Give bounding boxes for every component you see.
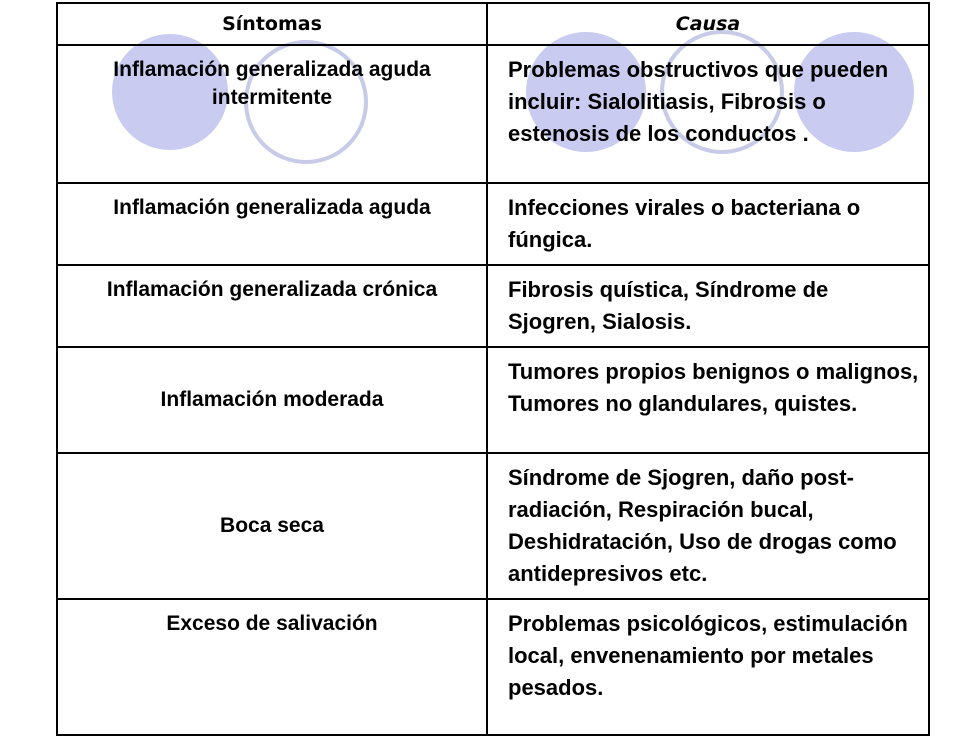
table-row — [57, 599, 929, 735]
table-row — [57, 265, 929, 347]
header-cause: Causa — [487, 3, 929, 45]
cause-cell: Síndrome de Sjogren, daño post-radiación, Respiración bucal, Deshidratación, Uso de drogas como antidepresivos etc. — [487, 453, 929, 599]
symptom-cell: Inflamación generalizada aguda intermitente — [57, 45, 487, 183]
symptom-cell: Inflamación moderada — [57, 347, 487, 453]
table-row — [57, 347, 929, 453]
cause-cell: Problemas psicológicos, estimulación local, envenenamiento por metales pesados. — [487, 599, 929, 735]
table-row — [57, 45, 929, 183]
symptoms-causes-table — [56, 2, 930, 736]
symptom-cell: Inflamación generalizada aguda — [57, 183, 487, 265]
symptom-cell: Exceso de salivación — [57, 599, 487, 735]
table-row — [57, 453, 929, 599]
cause-cell: Problemas obstructivos que pueden incluir: Sialolitiasis, Fibrosis o estenosis de los conductos . — [487, 45, 929, 183]
table-header-row — [57, 3, 929, 45]
table-row — [57, 183, 929, 265]
symptom-cell: Inflamación generalizada crónica — [57, 265, 487, 347]
cause-cell: Fibrosis quística, Síndrome de Sjogren, Sialosis. — [487, 265, 929, 347]
cause-cell: Infecciones virales o bacteriana o fúngica. — [487, 183, 929, 265]
symptom-cell: Boca seca — [57, 453, 487, 599]
header-symptoms: Síntomas — [57, 3, 487, 45]
cause-cell: Tumores propios benignos o malignos, Tumores no glandulares, quistes. — [487, 347, 929, 453]
